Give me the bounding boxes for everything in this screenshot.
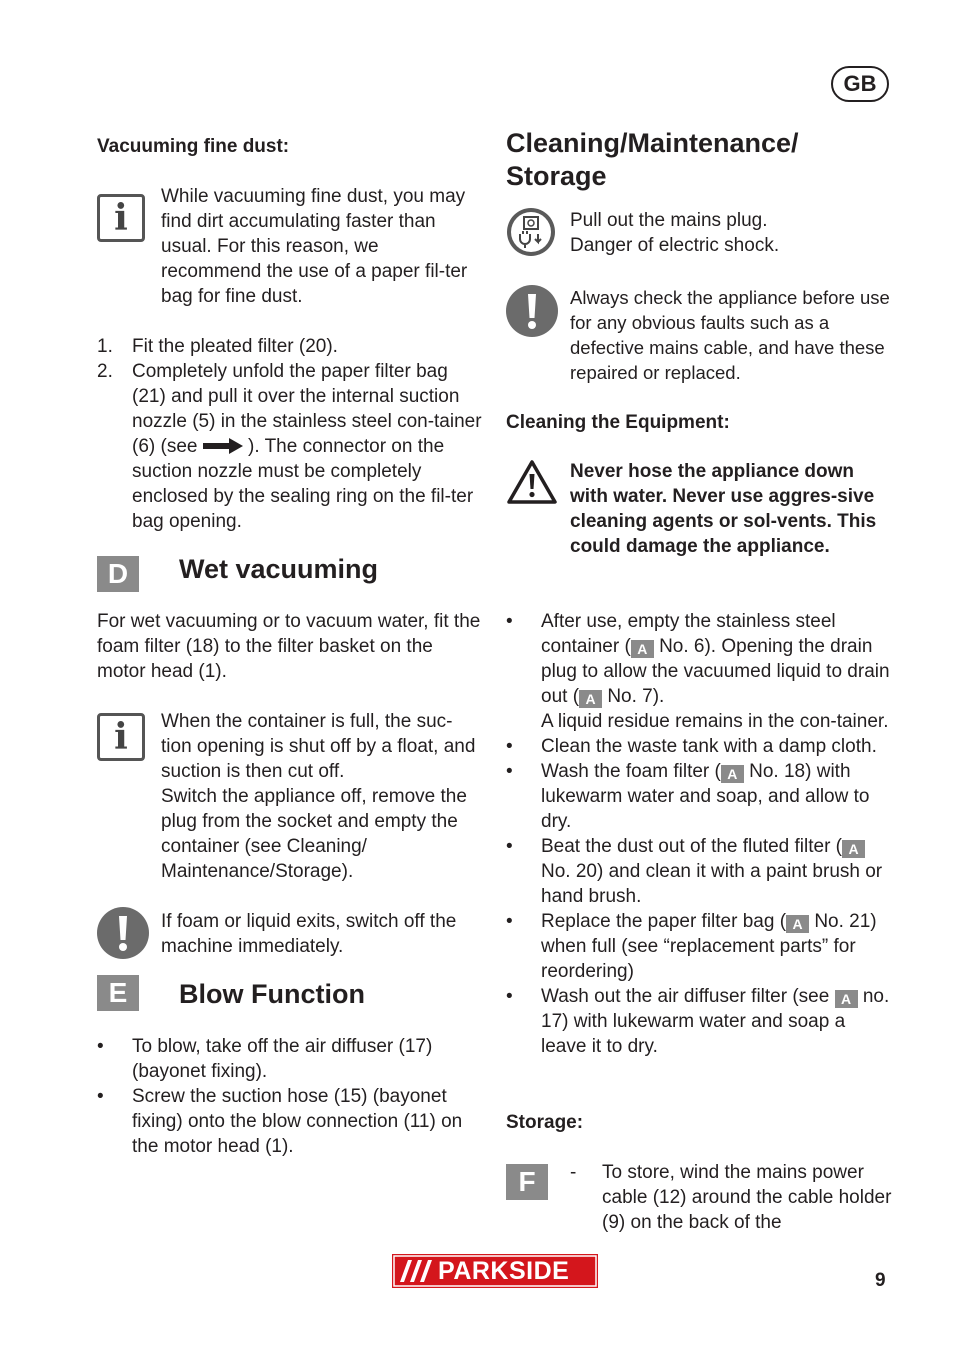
blow-item-text: To blow, take off the air diffuser (17) (bayonet fixing). bbox=[132, 1036, 433, 1082]
plug-line-1: Pull out the mains plug. bbox=[570, 210, 768, 231]
storage-text: To store, wind the mains power cable (12) around the cable holder (9) on the back of the bbox=[602, 1162, 892, 1233]
figure-a-badge: A bbox=[835, 990, 858, 1008]
section-d-badge: D bbox=[97, 556, 139, 592]
bullet: • bbox=[506, 986, 513, 1007]
figure-a-badge: A bbox=[786, 915, 809, 933]
fine-dust-note: While vacuuming fine dust, you may find dirt accumulating faster than usual. For this reason, we recommend the use of a paper fil-ter bag for fine dust. bbox=[161, 186, 468, 307]
wet-note-text-2: Switch the appliance off, remove the plug from the socket and empty the container (see Cleaning/ Maintenance/Storage). bbox=[161, 786, 467, 882]
cleaning-item-text: No. 6). Opening the drain plug to allow the vacuumed liquid to drain out ( bbox=[541, 636, 890, 707]
cleaning-item bbox=[506, 759, 891, 834]
wet-note-text: When the container is full, the suc-tion opening is shut off by a float, and suction is then cut off. bbox=[161, 711, 476, 782]
cleaning-equipment-heading: Cleaning the Equipment: bbox=[506, 412, 730, 433]
blow-list bbox=[97, 1034, 482, 1159]
page-number: 9 bbox=[875, 1270, 886, 1291]
wet-vacuuming-title: Wet vacuuming bbox=[179, 554, 379, 584]
exclamation-icon bbox=[97, 907, 149, 959]
bullet: • bbox=[506, 911, 513, 932]
blow-item bbox=[97, 1084, 482, 1159]
arrow-right-icon bbox=[203, 438, 243, 454]
step-number: 1. bbox=[97, 336, 113, 357]
cleaning-item-text: Wash the foam filter ( bbox=[541, 761, 721, 782]
wet-note bbox=[161, 709, 483, 884]
bullet: • bbox=[506, 611, 513, 632]
bullet: • bbox=[97, 1086, 104, 1107]
cleaning-item-text: No. 20) and clean it with a paint brush or hand brush. bbox=[541, 861, 883, 907]
logo-text: PARKSIDE bbox=[438, 1257, 570, 1285]
bullet: • bbox=[506, 836, 513, 857]
cleaning-item-text: No. 7). bbox=[607, 686, 665, 707]
cleaning-item bbox=[506, 734, 891, 759]
plug-line-2: Danger of electric shock. bbox=[570, 235, 780, 256]
warning-triangle-icon bbox=[506, 459, 558, 505]
steps-list bbox=[97, 334, 482, 534]
bullet: • bbox=[97, 1036, 104, 1057]
step-text-before: Completely unfold the paper filter bag (21) and pull it over the internal suction nozzle (5) in the stainless steel con-tainer (6) (see bbox=[132, 361, 482, 457]
info-icon: i bbox=[97, 194, 145, 242]
fine-dust-heading: Vacuuming fine dust: bbox=[97, 136, 290, 157]
cleaning-item-text: Replace the paper filter bag ( bbox=[541, 911, 787, 932]
figure-a-badge: A bbox=[842, 840, 865, 858]
step-item bbox=[97, 334, 482, 359]
bullet: • bbox=[506, 761, 513, 782]
cleaning-item bbox=[506, 909, 891, 984]
exclamation-icon bbox=[506, 285, 558, 337]
language-badge: GB bbox=[831, 66, 889, 102]
figure-a-badge: A bbox=[721, 765, 744, 783]
cleaning-title-line-2: Storage bbox=[506, 161, 607, 191]
blow-function-title: Blow Function bbox=[179, 979, 365, 1009]
cleaning-item-text: no. 17) with lukewarm water and soap a leave it to dry. bbox=[541, 986, 890, 1057]
storage-heading: Storage: bbox=[506, 1112, 584, 1133]
check-text: Always check the appliance before use for any obvious faults such as a defective mains cable, and have these repaired or replaced. bbox=[570, 287, 890, 383]
cleaning-title bbox=[506, 127, 799, 193]
cleaning-item bbox=[506, 834, 891, 909]
cleaning-item-text: Beat the dust out of the fluted filter ( bbox=[541, 836, 843, 857]
cleaning-item-text: Clean the waste tank with a damp cloth. bbox=[541, 736, 877, 757]
parkside-logo bbox=[392, 1254, 598, 1288]
unplug-icon bbox=[506, 207, 556, 257]
cleaning-item-text: No. 21) when full (see “replacement parts” for reordering) bbox=[541, 911, 877, 982]
blow-item bbox=[97, 1034, 482, 1084]
cleaning-title-line-1: Cleaning/Maintenance/ bbox=[506, 128, 799, 158]
storage-dash: - bbox=[570, 1162, 577, 1183]
bullet: • bbox=[506, 736, 513, 757]
blow-item-text: Screw the suction hose (15) (bayonet fixing) onto the blow connection (11) on the motor head (1). bbox=[132, 1086, 463, 1157]
figure-a-badge: A bbox=[579, 690, 602, 708]
section-f-badge: F bbox=[506, 1164, 548, 1200]
cleaning-item bbox=[506, 609, 891, 734]
plug-text bbox=[570, 208, 890, 258]
cleaning-item-text: Wash out the air diffuser filter (see bbox=[541, 986, 830, 1007]
cleaning-item-text: After use, empty the stainless steel container ( bbox=[541, 611, 836, 657]
step-text-after: ). The connector on the suction nozzle must be completely enclosed by the sealing ring on the fil-ter bag opening. bbox=[132, 436, 474, 532]
section-e-badge: E bbox=[97, 975, 139, 1011]
step-number: 2. bbox=[97, 361, 113, 382]
cleaning-item bbox=[506, 984, 891, 1059]
foam-warning: If foam or liquid exits, switch off the machine immediately. bbox=[161, 911, 457, 957]
cleaning-item-text: No. 18) with lukewarm water and soap, and allow to dry. bbox=[541, 761, 870, 832]
step-text: Fit the pleated filter (20). bbox=[132, 336, 338, 357]
hose-warning: Never hose the appliance down with water. Never use aggres-sive cleaning agents or sol-vents. This could damage the appliance. bbox=[570, 461, 877, 557]
step-item bbox=[97, 359, 482, 534]
info-icon: i bbox=[97, 713, 145, 761]
figure-a-badge: A bbox=[631, 640, 654, 658]
cleaning-list bbox=[506, 609, 891, 1059]
cleaning-item-text: A liquid residue remains in the con-tainer. bbox=[541, 711, 889, 732]
wet-vacuuming-text: For wet vacuuming or to vacuum water, fit the foam filter (18) to the filter basket on the motor head (1). bbox=[97, 611, 481, 682]
